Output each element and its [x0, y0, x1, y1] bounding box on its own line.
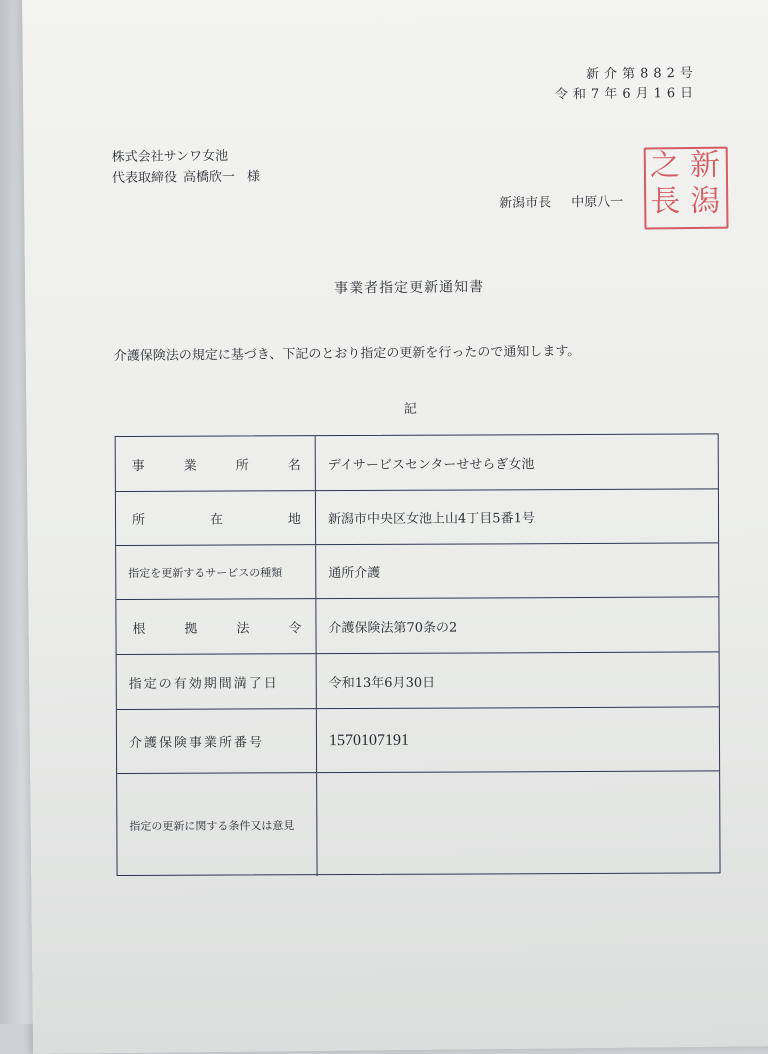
row-value — [317, 771, 719, 876]
document-title: 事業者指定更新通知書 — [25, 273, 768, 301]
document-number: 新介第882号 — [518, 62, 698, 83]
row-value: 通所介護 — [316, 543, 718, 598]
seal-char: 長 — [650, 187, 680, 217]
label-char: 令 — [288, 617, 301, 636]
document-date: 令和7年6月16日 — [518, 82, 698, 103]
row-value: 令和13年6月30日 — [317, 652, 719, 708]
label-char: 事 — [132, 454, 145, 473]
label-char: 地 — [288, 508, 301, 527]
row-label: 指定の有効期間満了日 — [117, 654, 317, 709]
row-label: 介護保険事業所番号 — [117, 709, 317, 773]
label-char: 在 — [210, 509, 223, 528]
row-label — [116, 491, 316, 545]
label-char: 所 — [236, 454, 249, 473]
recipient-person — [112, 165, 266, 186]
issuer-name: 中原八一 — [571, 195, 623, 211]
row-label — [116, 436, 316, 491]
seal-char: 新 — [690, 151, 720, 181]
issuer — [499, 191, 623, 211]
table-row — [116, 597, 718, 655]
document-page — [22, 0, 768, 1054]
label-char: 所 — [132, 509, 145, 528]
recipient-title: 代表取締役 — [112, 170, 177, 186]
row-label: 指定の更新に関する条件又は意見 — [117, 773, 317, 877]
seal-char: 之 — [650, 151, 680, 181]
row-label — [116, 599, 316, 654]
label-char: 法 — [236, 617, 249, 636]
row-value: デイサービスセンターせせらぎ女池 — [316, 434, 718, 490]
official-seal — [644, 147, 729, 230]
recipient-company: 株式会社サンワ女池 — [112, 145, 229, 165]
table-row — [117, 652, 719, 710]
table-row — [117, 707, 719, 774]
table-row — [116, 489, 718, 546]
row-value: 新潟市中央区女池上山4丁目5番1号 — [316, 489, 718, 544]
issuer-title: 新潟市長 — [499, 195, 551, 211]
row-value: 介護保険法第70条の2 — [316, 597, 718, 653]
row-label: 指定を更新するサービスの種類 — [116, 545, 316, 599]
seal-char: 潟 — [690, 187, 720, 217]
label-char: 名 — [288, 454, 301, 473]
table-row — [116, 543, 718, 600]
row-value: 1570107191 — [317, 707, 719, 772]
label-char: 業 — [184, 454, 197, 473]
table-row — [117, 771, 719, 877]
label-char: 根 — [132, 617, 145, 636]
label-char: 拠 — [184, 617, 197, 636]
table-row — [116, 434, 718, 492]
recipient-honorific: 様 — [247, 169, 260, 184]
ki-marker: 記 — [26, 394, 768, 421]
intro-text: 介護保険法の規定に基づき、下記のとおり指定の更新を行ったので通知します。 — [114, 340, 581, 364]
details-table — [115, 433, 721, 876]
recipient-name: 高橋欣一 — [183, 170, 235, 186]
